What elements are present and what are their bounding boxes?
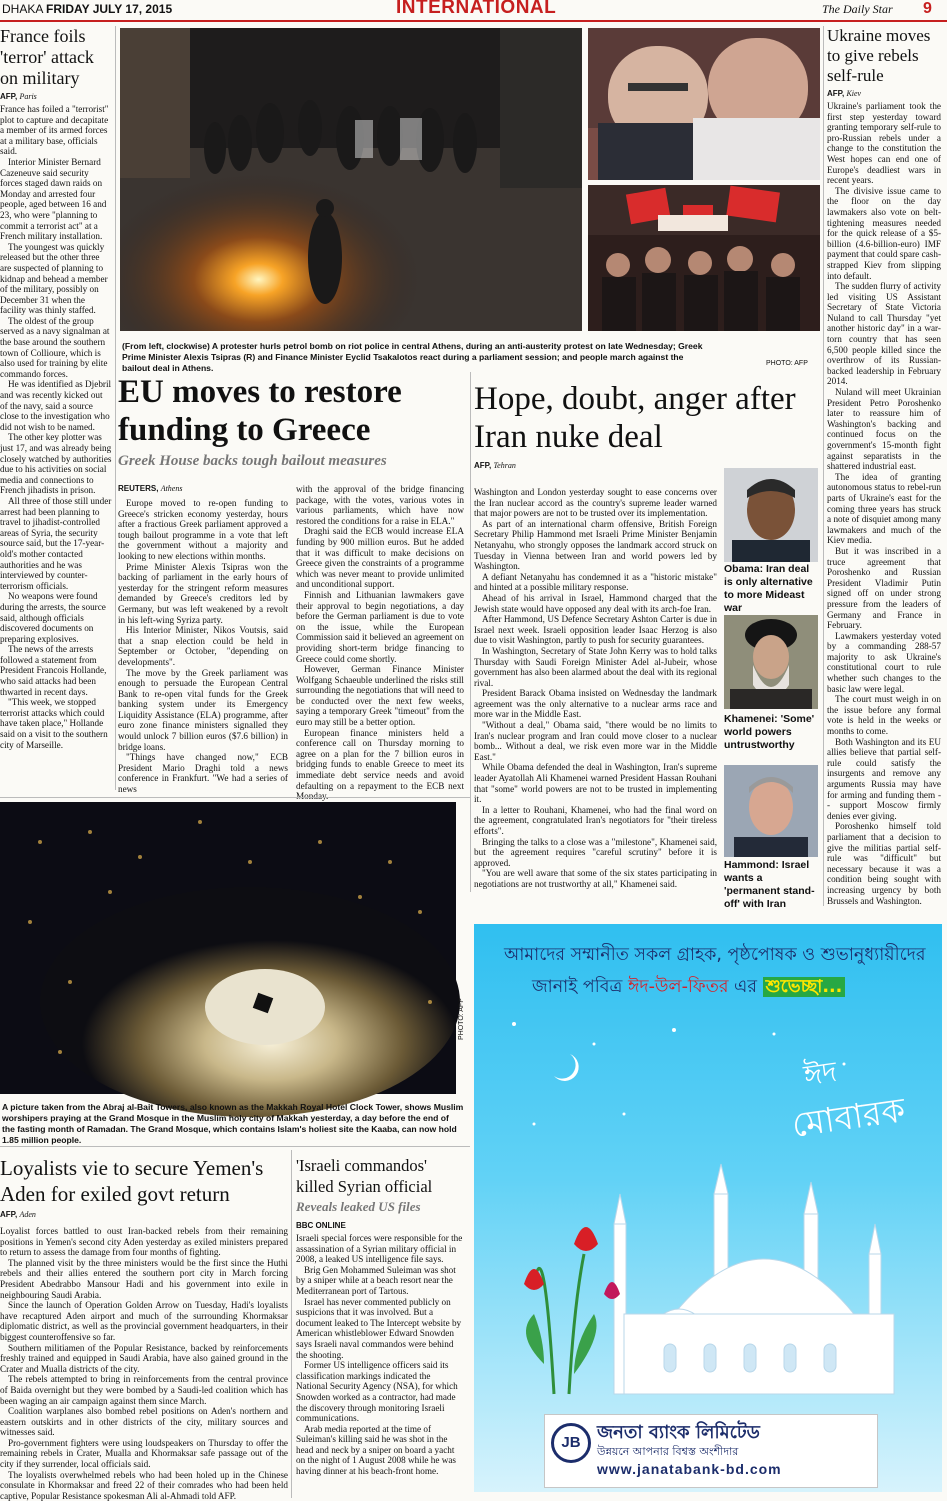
article-paragraph: with the approval of the bridge financing package, with the votes, various votes in various parliaments, which have now restored the conditions for a raise in ELA."	[296, 484, 464, 526]
france-headline: France foils 'terror' attack on military	[0, 26, 94, 88]
janata-bank-logo-icon: JB	[551, 1423, 591, 1463]
article-paragraph: His Interior Minister, Nikos Voutsis, said that a snap election could be held in September or October, "depending on developments".	[118, 625, 288, 667]
article-paragraph: In Washington, Secretary of State John Kerry was to hold talks Thursday with Saudi Foreign Minister Adel al-Jubeir, whose government has also been alarmed about the deal with its regional rival.	[474, 645, 717, 688]
greece-subhead: Greek House backs tough bailout measures	[118, 453, 387, 469]
makkah-grand-mosque-photo	[0, 802, 456, 1094]
article-paragraph: The sudden flurry of activity led visiting US Assistant Secretary of State Victoria Nuland to call Thursday "yet another historic day" in a war-torn country that has seen 6,500 people killed since the overthrow of its Russian-backed leadership in February 2014.	[827, 281, 941, 387]
article-paragraph: Former US intelligence officers said its classification markings indicated the National Security Agency (NSA), for which Snowden worked as a contractor, had made the discovery through monitoring Israeli communications.	[296, 1360, 458, 1424]
greece-body-col2	[296, 484, 464, 794]
khamenei-caption: Khamenei: 'Some' world powers untrustworthy	[724, 713, 815, 751]
bank-slogan: উন্নয়নে আপনার বিশ্বস্ত অংশীদার	[597, 1445, 739, 1458]
ukraine-headline: Ukraine moves to give rebels self-rule	[827, 26, 931, 85]
article-paragraph: Prime Minister Alexis Tsipras won the backing of parliament in the early hours of yesterday for the stringent reform measures demanded by Greece's creditors led by Germany, but was left weakened by a revolt in his left-wing Syriza party.	[118, 561, 288, 625]
article-paragraph: Lawmakers yesterday voted by a commanding 288-57 majority to ask Ukraine's constitutional court to rule whether such changes to the basic law were legal.	[827, 630, 941, 694]
greece-body-col1	[118, 498, 288, 793]
article-paragraph: Israeli special forces were responsible for the assassination of a Syrian military official in 2008, a leaked US intelligence file says.	[296, 1233, 463, 1265]
article-paragraph: Poroshenko himself told parliament that a decision to give the militias partial self-rule was "difficult" but necessary because it was a condition being sought with increasing urgency by both Brussels and Washington.	[827, 821, 941, 906]
ad-line2-mid: এর	[734, 977, 757, 997]
article-paragraph: He was identified as Djebril and was recently kicked out of the navy, said a source close to the investigation who did not wish to be named.	[0, 379, 112, 432]
article-paragraph: However, German Finance Minister Wolfgang Schaeuble underlined the risks still surrounding the negotiations that will need to be conducted over the next few weeks, saying a temporary Greek "timeout" from the euro may still be a better option.	[296, 664, 464, 728]
article-paragraph: Ahead of his arrival in Israel, Hammond charged that the Jewish state would have opposed any deal with its arch-foe Iran.	[474, 592, 717, 614]
article-paragraph: The oldest of the group served as a navy signalman at the base around the southern town of Collioure, which is also used for training by elite commando forces.	[0, 315, 110, 379]
page-number: 9	[923, 0, 932, 17]
iran-headline: Hope, doubt, anger after Iran nuke deal	[474, 381, 796, 455]
article-paragraph: Bringing the talks to a close was a "milestone", Khamenei said, but the agreement requires "careful scrutiny" before it is approved.	[474, 836, 717, 868]
bank-name: জনতা ব্যাংক লিমিটেড	[597, 1422, 760, 1443]
article-paragraph: European finance ministers held a conference call on Thursday morning to agree on a plan for the 7 billion euros in bridging funds to enable Greece to meet its immediate debt service needs and avoid defaulting on a repayment to the ECB next	[296, 727, 464, 791]
bank-website-link[interactable]: www.janatabank-bd.com	[597, 1461, 782, 1477]
iran-byline: AFP, Tehran	[474, 461, 516, 470]
khamenei-portrait	[724, 615, 818, 709]
article-paragraph: No weapons were found during the arrests, the source said, although officials discovered documents on preparing explosives.	[0, 591, 106, 644]
janata-bank-eid-ad[interactable]	[474, 924, 942, 1492]
section-divider	[0, 797, 470, 798]
ukraine-body	[827, 101, 941, 906]
greece-photo-caption: (From left, clockwise) A protester hurls petrol bomb on riot police in central Athens, during an anti-austerity protest on late Wednesday; Greek Prime Minister Alexis Tsipras (R) and Finance Minister Eyclid Tsakalotos react during a parliament session; and people march against the bailout deal in Athens.	[122, 341, 703, 373]
article-paragraph: President Barack Obama insisted on Wednesday the landmark agreement was the only alternative to a nuclear arms race and more war in the Middle East.	[474, 688, 717, 720]
greece-byline: REUTERS, Athens	[118, 484, 183, 493]
article-paragraph: The planned visit by the three ministers would be the first since the Huthi rebels and their allies entered the southern port city in March forcing President Abedrabbo Mansour Hadi and his government into exile in neighbouring Saudi Arabia.	[0, 1257, 288, 1300]
masthead-dateline: DHAKA FRIDAY JULY 17, 2015	[2, 2, 173, 16]
france-story	[0, 26, 112, 794]
israel-body	[296, 1233, 464, 1498]
yemen-body	[0, 1226, 288, 1501]
section-title: INTERNATIONAL	[396, 0, 557, 18]
obama-portrait	[724, 468, 818, 562]
mosque-illustration	[474, 1164, 942, 1404]
article-paragraph: "This week, we stopped terrorist attacks which could have taken place," Hollande said on a visit to the southern city of Marseille.	[0, 697, 108, 750]
article-paragraph: France has foiled a "terrorist" plot to capture and decapitate a member of its armed forces at a military base, officials said.	[0, 104, 109, 157]
column-divider	[470, 372, 471, 892]
article-paragraph: "Without a deal," Obama said, "there would be no limits to Iran's nuclear program and Iran could move closer to a nuclear bomb... Without a deal, we risk even more war in the Middle East."	[474, 720, 717, 762]
article-paragraph: The court must weigh in on the issue before any formal vote is held in the weeks or months to come.	[827, 694, 941, 737]
article-paragraph: "Things have changed now," ECB President Mario Draghi told a news conference in Frankfurt. "We had a series of news	[118, 752, 288, 795]
article-paragraph: A defiant Netanyahu has condemned it as a "historic mistake" and hinted at a possible military response.	[474, 571, 717, 593]
iran-story	[474, 380, 820, 470]
article-paragraph: The news of the arrests followed a statement from President Francois Hollande, who said attacks had been thwarted in recent days.	[0, 644, 107, 697]
article-paragraph: Ukraine's parliament took the first step yesterday toward granting temporary self-rule to pro-Russian rebels under a change to the constitution the West hopes can end one of Europe's deadliest wars in recent years.	[827, 101, 941, 186]
article-paragraph: As part of an international charm offensive, British Foreign Secretary Philip Hammond met Israeli Prime Minister Benjamin Netanyahu, who strongly opposes the landmark accord struck on Tuesday in Vienna between Iran and world powers led by Washington.	[474, 518, 717, 572]
article-paragraph: Israel has never commented publicly on suspicions that it was involved. But a document leaked to The Intercept website by American whistleblower Edward Snowden says Israeli naval commandos were behind the shooting.	[296, 1296, 462, 1360]
ad-greeting-line2	[532, 974, 845, 1003]
ad-eid-ul-fitr: ঈদ-উল-ফিতর	[627, 977, 729, 997]
article-paragraph: The rebels attempted to bring in reinforcements from the central province of Baida overnight but they were bombed by a Saudi-led coalition which has been waging an air campaign against them since March.	[0, 1374, 288, 1406]
eid-calligraphy-bottom: মোবারক	[789, 1090, 908, 1146]
ukraine-byline: AFP, Kiev	[827, 89, 862, 98]
yemen-byline: AFP, Aden	[0, 1210, 36, 1219]
ukraine-story	[827, 26, 941, 906]
tulip-flowers-icon	[524, 1227, 620, 1394]
article-paragraph: The youngest was quickly released but the other three are suspected of planning to kidnap and behead a member of the military, possibly on December 31 when the facility was thinly staffed.	[0, 241, 108, 316]
column-divider	[823, 26, 824, 906]
article-paragraph: In a letter to Rouhani, Khamenei, who had the final word on the agreement, congratulated Iran's negotiators for "their tireless efforts".	[474, 804, 717, 836]
article-paragraph: The loyalists overwhelmed rebels who had been holed up in the Chinese consulate in Khormaksar and freed 22 of their comrades who had been held captive, Popular Resistance spokesman Ali al-Ahmadi told AFP.	[0, 1469, 288, 1501]
article-paragraph: Finnish and Lithuanian lawmakers gave their approval to begin negotiations, a day before the German parliament is due to vote on the issue, while the European Commission said it believed an agreement on providing short-term bridge financing to Greece could come shortly.	[296, 589, 464, 664]
article-paragraph: The idea of granting autonomous status to rebel-run parts of Ukraine's east for the coming three years has struck a note of disquiet among many lawmakers and much of the Kiev media.	[827, 471, 941, 546]
column-divider	[115, 26, 116, 790]
makkah-photo-credit: PHOTO: AFP	[458, 998, 465, 1040]
article-paragraph: Europe moved to re-open funding to Greece's stricken economy yesterday, hours after a fractious Greek parliament approved a tough bailout programme in a vote that left the government without a majority and looking to new elections within months.	[118, 498, 288, 561]
yemen-headline: Loyalists vie to secure Yemen's Aden for exiled govt return	[0, 1156, 264, 1206]
obama-caption: Obama: Iran deal is only alternative to more Mideast war	[724, 563, 813, 614]
hammond-caption: Hammond: Israel wants a 'permanent stand-off' with Iran	[724, 859, 815, 910]
article-paragraph: Brig Gen Mohammed Suleiman was shot by a sniper while at a beach resort near the Mediterranean port of Tartous.	[296, 1264, 456, 1296]
athens-riot-photo	[120, 28, 582, 331]
greece-story	[118, 373, 470, 470]
article-paragraph: "You are well aware that some of the six states participating in negotiations are not trustworthy at all," Khamenei said.	[474, 868, 717, 889]
france-byline: AFP, Paris	[0, 92, 37, 101]
column-divider	[291, 1150, 292, 1498]
section-divider	[0, 1146, 470, 1147]
ad-greeting-word: শুভেচ্ছা...	[763, 977, 846, 997]
article-paragraph: Nuland will meet Ukrainian President Petro Poroshenko later to reassure him of Washington's backing and continued focus on the government's 15-month fight against separatists in the shattered industrial east.	[827, 387, 941, 472]
article-paragraph: Pro-government fighters were using loudspeakers on Thursday to offer the remaining rebels in Crater, Mualla and Khormaksar safe passage out of the city if they surrender, local officials said.	[0, 1437, 288, 1470]
eid-calligraphy-top: ঈদ	[801, 1054, 839, 1093]
article-paragraph: Both Washington and its EU allies believe that partial self-rule could satisfy the insurgents and remove any arguments Russia may have for arming and funding them -- support Moscow firmly denies ever giving.	[827, 736, 941, 821]
israel-story	[296, 1155, 466, 1230]
article-paragraph: Coalition warplanes also bombed rebel positions on Aden's northern and eastern outskirts and in other districts of the city, military sources and witnesses said.	[0, 1406, 288, 1438]
article-paragraph: The move by the Greek parliament was enough to persuade the European Central Bank to re-open vital funds for the Greek banking system under its Emergency Liquidity Assistance (ELA) programme, after euro zone finance ministers signalled they would unlock 7 billion euros ($7.6 billion) in bridge loans.	[118, 667, 288, 752]
iran-body	[474, 487, 717, 897]
france-body	[0, 104, 112, 794]
hammond-portrait	[724, 765, 818, 857]
article-paragraph: Washington and London yesterday sought to ease concerns over the Iran nuclear accord as the country's supreme leader warned that major powers are not to be trusted over its implementation.	[474, 487, 717, 519]
athens-march-photo	[588, 185, 820, 331]
article-paragraph: Southern militiamen of the Popular Resistance, backed by reinforcements freshly trained and equipped in Saudi Arabia, have also gained ground in the Crater and Mualla districts of the city.	[0, 1342, 288, 1374]
ad-greeting-line1: আমাদের সম্মানীত সকল গ্রাহক, পৃষ্ঠপোষক ও শুভানুধ্যায়ীদের	[504, 945, 926, 965]
paper-logo: The Daily Star	[822, 2, 893, 16]
israel-headline: 'Israeli commandos' killed Syrian official	[296, 1156, 433, 1196]
article-paragraph: All three of those still under arrest had been planning to travel to jihadist-controlled areas of Syria, the security source said, but the 17-year-old's mother contacted authorities and he was interviewed by counter-terrorism officials.	[0, 495, 112, 591]
article-paragraph: But it was inscribed in a truce agreement that Poroshenko and Russian President Vladimir Putin signed off on under strong pressure from the leaders of Germany and France in February.	[827, 545, 941, 631]
article-paragraph: After Hammond, US Defence Secretary Ashton Carter is due in Israel next week. Israeli opposition leader Isaac Herzog is also due to visit Washington, partly to push for security guarantees.	[474, 614, 717, 646]
israel-subhead: Reveals leaked US files	[296, 1199, 421, 1214]
article-paragraph: The divisive issue came to the floor on the day lawmakers also vote on belt-tightening measures needed for the quick release of a $5-billion (4.6-billion-euro) IMF payment that could spare cash-strapped Kiev from slipping into default.	[827, 185, 941, 281]
ad-line2-prefix: জানাই পবিত্র	[532, 977, 623, 997]
greece-photo-credit: PHOTO: AFP	[766, 360, 808, 367]
article-paragraph: Loyalist forces battled to oust Iran-backed rebels from their remaining positions in Yemen's second city Aden yesterday as exiled ministers prepared to return to assess the damage from four months of fighting.	[0, 1226, 288, 1258]
makkah-caption: A picture taken from the Abraj al-Bait Towers, also known as the Makkah Royal Hotel Clock Tower, shows Muslim worshipers praying at the Grand Mosque in the Muslim holy city of Makkah yesterday, a day before the end of the fasting month of Ramadan. The Grand Mosque, which contains Islam's holiest site the Kaaba, can now hold 1.85 million people.	[2, 1102, 464, 1145]
article-paragraph: Arab media reported at the time of Suleiman's killing said he was shot in the head and neck by a sniper on board a yacht on the night of 1 August 2008 while he was having dinner at his beach-front home.	[296, 1423, 456, 1477]
yemen-story	[0, 1155, 290, 1219]
article-paragraph: The other key plotter was just 17, and was already being closely watched by authorities due to his activities on social media and connections to French jihadists in prison.	[0, 432, 112, 496]
parliament-photo	[588, 28, 820, 180]
israel-byline: BBC ONLINE	[296, 1221, 346, 1230]
article-paragraph: Draghi said the ECB would increase ELA funding by 900 million euros. But he added that it was difficult to make decisions on Greece given the constraints of a programme which was never meant to provide unlimited and unconditional support.	[296, 526, 464, 590]
greece-headline: EU moves to restore funding to Greece	[118, 374, 402, 448]
article-paragraph: Interior Minister Bernard Cazeneuve said security forces staged dawn raids on Monday and arrested four people, aged between 16 and 23, who were "planning to commit a terrorist act" at a French military installation.	[0, 156, 107, 242]
article-paragraph: While Obama defended the deal in Washington, Iran's supreme leader Ayatollah Ali Khamenei warned President Hassan Rouhani that "some" world powers are not to be trusted in implementing it.	[474, 762, 717, 805]
bank-logo-panel[interactable]	[544, 1414, 878, 1488]
article-paragraph: Since the launch of Operation Golden Arrow on Tuesday, Hadi's loyalists have recaptured Aden airport and much of the surrounding Khormaksar diplomatic district, as well as the provincial government headquarters, in their biggest counteroffensive so far.	[0, 1300, 288, 1342]
